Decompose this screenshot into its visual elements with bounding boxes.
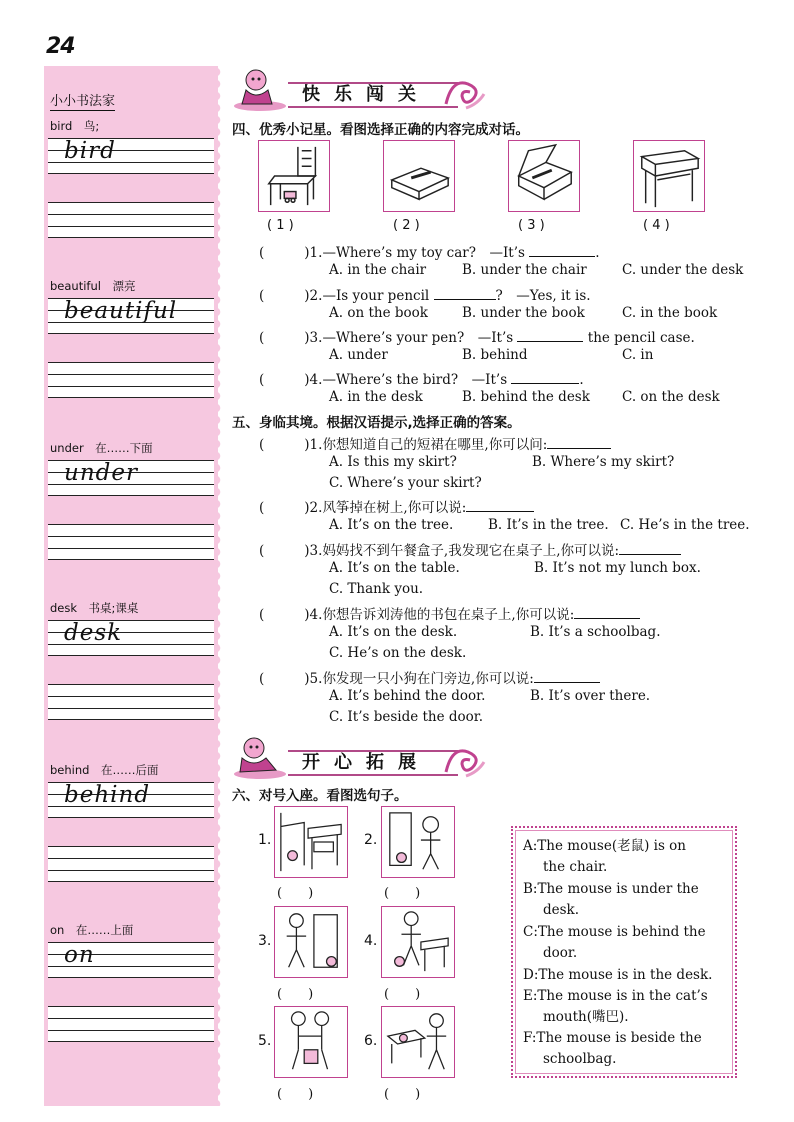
- answer-paren[interactable]: (: [259, 245, 265, 261]
- section6-title: 六、对号入座。看图选句子。: [232, 788, 408, 804]
- question: [259, 284, 591, 304]
- answer-paren-1[interactable]: ( ): [277, 886, 314, 901]
- answer-blank[interactable]: [574, 606, 640, 619]
- option-a: A. Is this my skirt?: [329, 454, 457, 470]
- question-text: ? —Yes, it is.: [495, 288, 591, 304]
- answer-blank[interactable]: [434, 287, 496, 300]
- answer-paren[interactable]: (: [259, 607, 265, 623]
- question-number: )5.: [304, 671, 323, 687]
- answer-paren[interactable]: (: [259, 372, 265, 388]
- question: [259, 433, 611, 453]
- option-c: C. Where’s your skirt?: [329, 475, 482, 491]
- question: [259, 603, 640, 623]
- writing-lines: [48, 942, 214, 978]
- question: [259, 368, 584, 388]
- answer-choice-e: E:The mouse is in the cat’s mouth(嘴巴).: [523, 988, 708, 1025]
- answer-paren-3[interactable]: ( ): [277, 987, 314, 1002]
- handwritten-word: behind: [64, 782, 151, 808]
- blank-writing-lines[interactable]: [48, 684, 214, 720]
- option-a: A. in the chair: [329, 262, 427, 278]
- question: [259, 496, 534, 516]
- option-a: A. under: [329, 347, 388, 363]
- option-c: C. in the book: [622, 305, 718, 321]
- picture-book-pencil: [383, 140, 455, 212]
- answer-blank[interactable]: [547, 436, 611, 449]
- blank-writing-lines[interactable]: [48, 202, 214, 238]
- question: [259, 539, 681, 559]
- picture-mouse-5: [274, 1006, 348, 1078]
- writing-lines: [48, 298, 214, 334]
- question-text: the pencil case.: [587, 330, 695, 346]
- question-number: )3.: [304, 543, 323, 559]
- word-label: desk 书桌;课桌: [50, 601, 139, 615]
- blank-writing-lines[interactable]: [48, 362, 214, 398]
- picture-pencil-case: [508, 140, 580, 212]
- picture-mouse-6: [381, 1006, 455, 1078]
- picture-number-2: 2.: [364, 832, 378, 848]
- writing-lines: [48, 782, 214, 818]
- swirl-ornament-icon: [442, 742, 488, 780]
- question-number: )3.: [304, 330, 323, 346]
- picture-mouse-2: [381, 806, 455, 878]
- writing-lines: [48, 138, 214, 174]
- question-number: )4.: [304, 372, 323, 388]
- blank-writing-lines[interactable]: [48, 524, 214, 560]
- option-a: A. on the book: [329, 305, 428, 321]
- answer-choices-box: [511, 826, 737, 1078]
- question-text: 你想告诉刘涛他的书包在桌子上,你可以说:: [322, 607, 575, 623]
- word-label: behind 在……后面: [50, 763, 159, 777]
- option-c: C. in: [622, 347, 654, 363]
- word-block-under: [48, 440, 214, 560]
- swirl-ornament-icon: [442, 74, 488, 112]
- question-number: )2.: [304, 288, 323, 304]
- option-c: C. on the desk: [622, 389, 720, 405]
- word-label: under 在……下面: [50, 441, 153, 455]
- picture-number-6: 6.: [364, 1033, 378, 1049]
- picture-label-2: ( 2 ): [393, 218, 420, 233]
- answer-blank[interactable]: [511, 371, 579, 384]
- handwritten-word: beautiful: [64, 298, 178, 324]
- question-text: 你想知道自己的短裙在哪里,你可以问:: [322, 437, 548, 453]
- picture-mouse-3: [274, 906, 348, 978]
- handwritten-word: under: [64, 460, 138, 486]
- writing-lines: [48, 620, 214, 656]
- answer-choice-a: A:The mouse(老鼠) is on the chair.: [523, 838, 687, 875]
- question: [259, 241, 600, 261]
- page-number: 24: [46, 34, 75, 59]
- answer-blank[interactable]: [466, 499, 534, 512]
- option-a: A. It’s on the table.: [329, 560, 460, 576]
- option-b: B. under the book: [462, 305, 585, 321]
- question-text: —Where’s my toy car? —It’s: [322, 245, 525, 261]
- answer-choice-d: D:The mouse is in the desk.: [523, 967, 713, 983]
- handwritten-word: bird: [64, 138, 116, 164]
- option-b: B. behind: [462, 347, 528, 363]
- answer-paren[interactable]: (: [259, 288, 265, 304]
- word-block-desk: [48, 600, 214, 720]
- answer-paren[interactable]: (: [259, 500, 265, 516]
- answer-blank[interactable]: [517, 329, 583, 342]
- question-number: )2.: [304, 500, 323, 516]
- question-text: 你发现一只小狗在门旁边,你可以说:: [322, 671, 534, 687]
- option-c: C. under the desk: [622, 262, 744, 278]
- answer-paren-2[interactable]: ( ): [384, 886, 421, 901]
- option-c: C. He’s on the desk.: [329, 645, 467, 661]
- picture-number-5: 5.: [258, 1033, 272, 1049]
- word-label: bird 鸟;: [50, 119, 100, 133]
- option-b: B. under the chair: [462, 262, 587, 278]
- question-text: 妈妈找不到午餐盒子,我发现它在桌子上,你可以说:: [322, 543, 620, 559]
- question-text: .: [579, 372, 584, 388]
- option-b: B. It’s in the tree.: [488, 517, 609, 533]
- picture-number-1: 1.: [258, 832, 272, 848]
- option-a: A. It’s behind the door.: [329, 688, 486, 704]
- question-number: )4.: [304, 607, 323, 623]
- question: [259, 326, 695, 346]
- handwritten-word: on: [64, 942, 95, 968]
- banner-happy-extension: [232, 734, 502, 784]
- word-block-bird: [48, 118, 214, 238]
- option-c: C. It’s beside the door.: [329, 709, 484, 725]
- option-a: A. It’s on the desk.: [329, 624, 458, 640]
- picture-label-4: ( 4 ): [643, 218, 670, 233]
- answer-paren-5[interactable]: ( ): [277, 1087, 314, 1102]
- answer-blank[interactable]: [619, 542, 681, 555]
- option-b: B. Where’s my skirt?: [532, 454, 675, 470]
- answer-paren[interactable]: (: [259, 437, 265, 453]
- banner-title: 快乐闯关: [302, 84, 430, 105]
- picture-number-3: 3.: [258, 933, 272, 949]
- answer-choice-b: B:The mouse is under the desk.: [523, 881, 699, 918]
- picture-desk: [633, 140, 705, 212]
- answer-paren-6[interactable]: ( ): [384, 1087, 421, 1102]
- picture-mouse-1: [274, 806, 348, 878]
- question: [259, 667, 600, 687]
- section4-title: 四、优秀小记星。看图选择正确的内容完成对话。: [232, 122, 529, 138]
- option-b: B. It’s a schoolbag.: [530, 624, 661, 640]
- word-block-beautiful: [48, 278, 214, 398]
- handwritten-word: desk: [64, 620, 123, 646]
- answer-blank[interactable]: [534, 670, 600, 683]
- question-text: .: [595, 245, 600, 261]
- question-text: —Is your pencil: [322, 288, 430, 304]
- answer-paren-4[interactable]: ( ): [384, 987, 421, 1002]
- option-a: A. in the desk: [329, 389, 423, 405]
- word-block-behind: [48, 762, 214, 882]
- option-c: C. He’s in the tree.: [620, 517, 750, 533]
- word-label: on 在……上面: [50, 923, 134, 937]
- option-a: A. It’s on the tree.: [329, 517, 454, 533]
- picture-number-4: 4.: [364, 933, 378, 949]
- answer-paren[interactable]: (: [259, 330, 265, 346]
- question-text: 风筝掉在树上,你可以说:: [322, 500, 467, 516]
- picture-chair-toy-car: [258, 140, 330, 212]
- blank-writing-lines[interactable]: [48, 1006, 214, 1042]
- word-label: beautiful 漂亮: [50, 279, 136, 293]
- banner-title: 开心拓展: [302, 752, 430, 773]
- option-b: B. It’s over there.: [530, 688, 651, 704]
- answer-choice-f: F:The mouse is beside the schoolbag.: [523, 1030, 702, 1067]
- option-c: C. Thank you.: [329, 581, 424, 597]
- question-number: )1.: [304, 245, 323, 261]
- question-text: —Where’s your pen? —It’s: [322, 330, 514, 346]
- answer-blank[interactable]: [529, 244, 595, 257]
- picture-label-3: ( 3 ): [518, 218, 545, 233]
- mascot-icon: [232, 734, 288, 780]
- mascot-icon: [232, 66, 288, 112]
- question-text: —Where’s the bird? —It’s: [322, 372, 508, 388]
- blank-writing-lines[interactable]: [48, 846, 214, 882]
- answer-choice-c: C:The mouse is behind the door.: [523, 924, 706, 961]
- option-b: B. It’s not my lunch box.: [534, 560, 701, 576]
- question-number: )1.: [304, 437, 323, 453]
- option-b: B. behind the desk: [462, 389, 590, 405]
- answer-paren[interactable]: (: [259, 671, 265, 687]
- picture-label-1: ( 1 ): [267, 218, 294, 233]
- calligraphy-sidebar: [44, 66, 218, 1106]
- word-block-on: [48, 922, 214, 1042]
- section5-title: 五、身临其境。根据汉语提示,选择正确的答案。: [232, 415, 521, 431]
- picture-mouse-4: [381, 906, 455, 978]
- writing-lines: [48, 460, 214, 496]
- answer-paren[interactable]: (: [259, 543, 265, 559]
- sidebar-title: 小小书法家: [50, 90, 115, 111]
- banner-happy-level: [232, 66, 502, 116]
